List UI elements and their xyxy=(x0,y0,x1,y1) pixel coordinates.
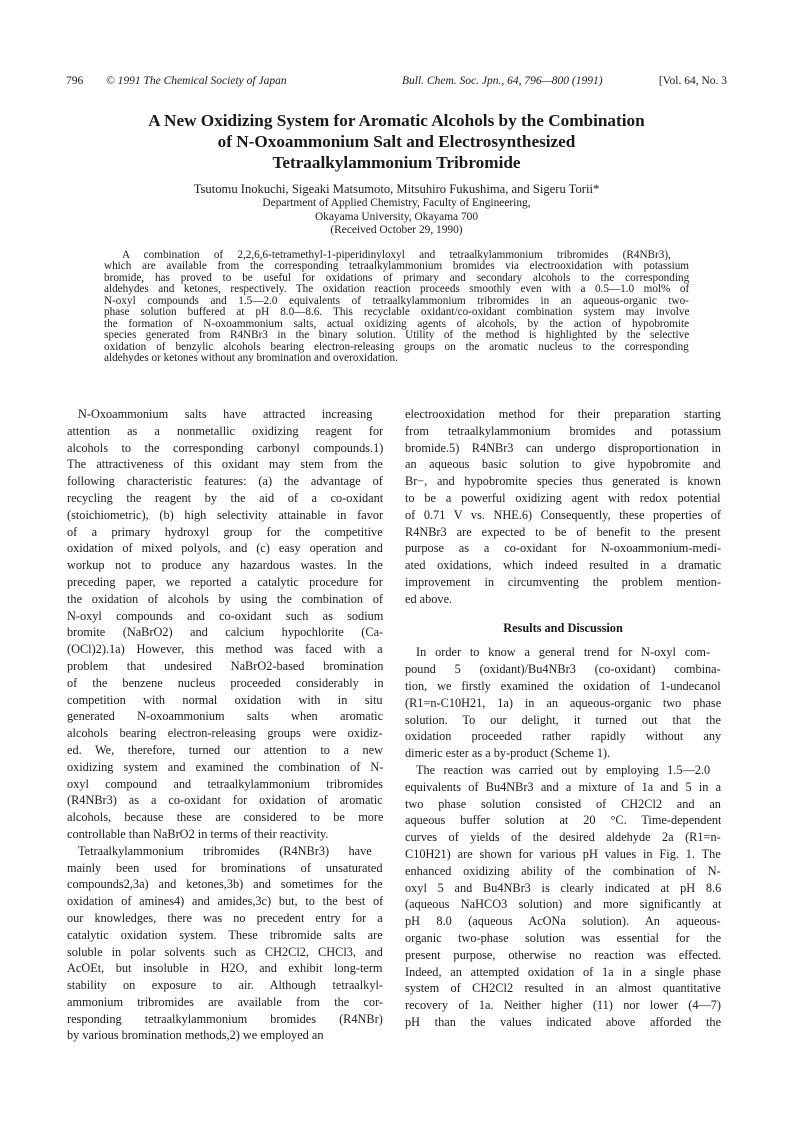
text-line: controllable than NaBrO2 in terms of their reactivity. xyxy=(67,826,329,841)
text-line: (R1=n-C10H21, 1a) in an aqueous-organic two phase xyxy=(405,695,721,710)
text-line: Tetraalkylammonium tribromides (R4NBr3) have xyxy=(78,843,372,858)
text-line: recovery of 1a. Neither higher (11) nor lower (4—7) xyxy=(405,998,721,1013)
text-line: solution. To our delight, it turned out that the xyxy=(405,712,721,727)
text-line: following characteristic features: (a) the advantage of xyxy=(67,474,383,489)
text-line: workup not to produce any hazardous wastes. In the xyxy=(67,558,383,573)
article-title xyxy=(66,110,727,173)
text-line: our knowledges, there was no precedent entry for a xyxy=(67,910,383,925)
affiliation-line: Department of Applied Chemistry, Faculty of Engineering, xyxy=(262,197,531,209)
text-line: to be a powerful oxidizing agent with redox potential xyxy=(405,490,721,505)
text-line: two phase solution consisted of CH2Cl2 and an xyxy=(405,796,721,811)
text-line: AcOEt, but insoluble in H2O, and exhibit long-term xyxy=(67,961,383,976)
running-header xyxy=(66,75,727,91)
text-line: equivalents of Bu4NBr3 and a mixture of 1a and 5 in a xyxy=(405,779,721,794)
text-line: dimeric ester as a by-product (Scheme 1). xyxy=(405,746,611,761)
text-line: by various bromination methods,2) we employed an xyxy=(67,1028,324,1043)
text-line: oxidation of amines4) and amides,3c) but, to the best of xyxy=(67,894,383,909)
text-line: competition with normal oxidation with in situ xyxy=(67,692,383,707)
text-line: N-Oxoammonium salts have attracted increasing xyxy=(78,407,373,421)
abstract-line: bromide, has proved to be useful for oxidations of primary and secondary alcohols to the corresponding xyxy=(104,272,689,284)
text-line: of 0.71 V vs. NHE.6) Consequently, these properties of xyxy=(405,507,721,522)
text-line: ed above. xyxy=(405,591,453,606)
abstract-line: the formation of N-oxoammonium salts, actual oxidizing agents of alcohols, by the action of hypobromite xyxy=(104,318,689,330)
text-line: oxidation proceeded rather rapidly without any xyxy=(405,729,721,744)
text-line: improvement in circumventing the problem mention- xyxy=(405,574,721,589)
text-line: ated oxidations, which indeed resulted in a dramatic xyxy=(405,558,721,573)
text-line: from tetraalkylammonium bromides and potassium xyxy=(405,423,721,438)
text-line: enhanced oxidizing ability of the combination of N- xyxy=(405,863,721,878)
affiliation xyxy=(66,197,727,238)
text-line: oxyl 5 and Bu4NBr3 is clearly indicated at pH 8.6 xyxy=(405,880,721,895)
text-line: organic two-phase solution was essential for the xyxy=(405,930,721,945)
text-line: of a primary hydroxyl group for the competitive xyxy=(67,524,383,539)
text-line: curves of yields of the desired aldehyde 2a (R1=n- xyxy=(405,830,721,845)
text-line: pH than the values indicated above afforded the xyxy=(405,1014,721,1029)
text-line: oxyl compound and tetraalkylammonium tribromides xyxy=(67,776,383,791)
abstract-line: aldehydes and ketones, respectively. The oxidation reaction proceeds smoothly even with a 0.5—1.0 mol% of xyxy=(104,284,689,296)
text-line: stability on exposure to air. Although tetraalkyl- xyxy=(67,978,383,993)
text-line: oxidizing system and examined the combination of N- xyxy=(67,759,383,774)
abstract-line: oxidation of benzylic alcohols bearing electron-releasing groups on the aromatic nucleus to the corresponding xyxy=(104,341,689,353)
text-line: electrooxidation method for their preparation starting xyxy=(405,407,721,421)
page-number: 796 xyxy=(66,75,84,87)
text-line: C10H21) are shown for various pH values in Fig. 1. The xyxy=(405,846,721,861)
section-heading: Results and Discussion xyxy=(503,620,623,635)
copyright-notice: © 1991 The Chemical Society of Japan xyxy=(106,75,287,87)
text-line: mainly been used for brominations of unsaturated xyxy=(67,860,383,875)
text-line: of the benzene nucleus proceeded considerably in xyxy=(67,675,383,690)
author-list: Tsutomu Inokuchi, Sigeaki Matsumoto, Mitsuhiro Fukushima, and Sigeru Torii* xyxy=(193,182,600,196)
text-line: the oxidation of alcohols by using the combination of xyxy=(67,591,383,606)
text-line: alcohols to the corresponding carbonyl compounds.1) xyxy=(67,440,383,455)
abstract-line: N-oxyl compounds and 1.5—2.0 equivalents of tetraalkylammonium tribromides in an aqueous-organic two- xyxy=(104,295,689,307)
text-line: The attractiveness of this oxidant may stem from the xyxy=(67,457,383,472)
title-line: Tetraalkylammonium Tribromide xyxy=(272,153,521,172)
abstract-line: aldehydes or ketones without any bromination and overoxidation. xyxy=(104,353,398,365)
text-line: ammonium tribromides are available from the cor- xyxy=(67,994,383,1009)
text-line: bromide.5) R4NBr3 can undergo disproportionation in xyxy=(405,440,721,455)
text-line: N-oxyl compounds and co-oxidant such as sodium xyxy=(67,608,383,623)
text-line: (OCl)2).1a) However, this method was faced with a xyxy=(67,642,383,657)
text-line: present purpose, otherwise no reaction was effected. xyxy=(405,947,721,962)
body-right-column xyxy=(405,406,721,1031)
text-line: alcohols, because these are considered to be more xyxy=(67,810,383,825)
text-line: catalytic oxidation system. These tribromide salts are xyxy=(67,927,383,942)
text-line: oxidation of mixed polyols, and (c) easy operation and xyxy=(67,541,383,556)
abstract xyxy=(104,250,689,365)
text-line: responding tetraalkylammonium bromides (R4NBr) xyxy=(67,1011,383,1026)
received-date: (Received October 29, 1990) xyxy=(330,224,463,237)
text-line: compounds2,3a) and ketones,3b) and sometimes for the xyxy=(67,877,383,892)
text-line: generated N-oxoammonium salts when aromatic xyxy=(67,709,383,724)
text-line: aqueous buffer solution at 20 °C. Time-dependent xyxy=(405,813,721,828)
text-line: alcohols bearing electron-releasing groups were oxidiz- xyxy=(67,726,383,741)
text-line: The reaction was carried out by employing 1.5—2.0 xyxy=(416,762,711,777)
text-line: (aqueous NaHCO3 solution) and more significantly at xyxy=(405,897,721,912)
text-line: preceding paper, we reported a catalytic procedure for xyxy=(67,574,383,589)
abstract-line: species generated from R4NBr3 in the binary solution. Utility of the method is highlighted by the selective xyxy=(104,330,689,342)
text-line: Br−, and hypobromite species thus generated is known xyxy=(405,474,721,489)
text-line: recycling the reagent by the aid of a co-oxidant xyxy=(67,490,383,505)
text-line: purpose as a co-oxidant for N-oxoammonium-medi- xyxy=(405,541,721,556)
text-line: ed. We, therefore, turned our attention to a new xyxy=(67,742,383,757)
text-line: bromite (NaBrO2) and calcium hypochlorite (Ca- xyxy=(67,625,383,640)
journal-citation: Bull. Chem. Soc. Jpn., 64, 796—800 (1991) xyxy=(402,75,603,87)
text-line: (stoichiometric), (b) high selectivity attainable in favor xyxy=(67,507,383,522)
text-line: tion, we firstly examined the oxidation of 1-undecanol xyxy=(405,678,721,693)
text-line: attention as a nonmetallic oxidizing reagent for xyxy=(67,423,383,438)
abstract-line: A combination of 2,2,6,6-tetramethyl-1-piperidinyloxyl and tetraalkylammonium tribromides (R4NBr3), xyxy=(122,250,671,261)
text-line: system of CH2Cl2 resulted in an almost quantitative xyxy=(405,981,721,996)
text-line: In order to know a general trend for N-oxyl com- xyxy=(416,645,711,660)
right-column-bottom xyxy=(405,644,721,1030)
affiliation-line: Okayama University, Okayama 700 xyxy=(314,210,479,223)
abstract-line: which are available from the corresponding tetraalkylammonium bromides via electrooxidation with potassium xyxy=(104,261,689,273)
title-line: A New Oxidizing System for Aromatic Alcohols by the Combination xyxy=(148,111,645,130)
text-line: problem that undesired NaBrO2-based bromination xyxy=(67,658,383,673)
text-line: (R4NBr3) as a co-oxidant for oxidation of aromatic xyxy=(67,793,383,808)
text-line: soluble in polar solvents such as CH2Cl2, CHCl3, and xyxy=(67,944,383,959)
text-line: Indeed, an attempted oxidation of 1a in a single phase xyxy=(405,964,721,979)
text-line: R4NBr3 are expected to be of benefit to the present xyxy=(405,524,721,539)
text-line: pH 8.0 (aqueous AcONa solution). An aqueous- xyxy=(405,914,721,929)
abstract-line: phase solution buffered at pH 8.0—8.6. This recyclable oxidant/co-oxidant combination system may involve xyxy=(104,307,689,319)
body-left-column xyxy=(67,406,383,1044)
volume-info: [Vol. 64, No. 3 xyxy=(658,75,727,87)
text-line: pound 5 (oxidant)/Bu4NBr3 (co-oxidant) combina- xyxy=(405,662,721,677)
right-column-top xyxy=(405,406,721,608)
title-line: of N-Oxoammonium Salt and Electrosynthesized xyxy=(217,132,576,151)
text-line: an aqueous basic solution to give hypobromite and xyxy=(405,457,721,472)
